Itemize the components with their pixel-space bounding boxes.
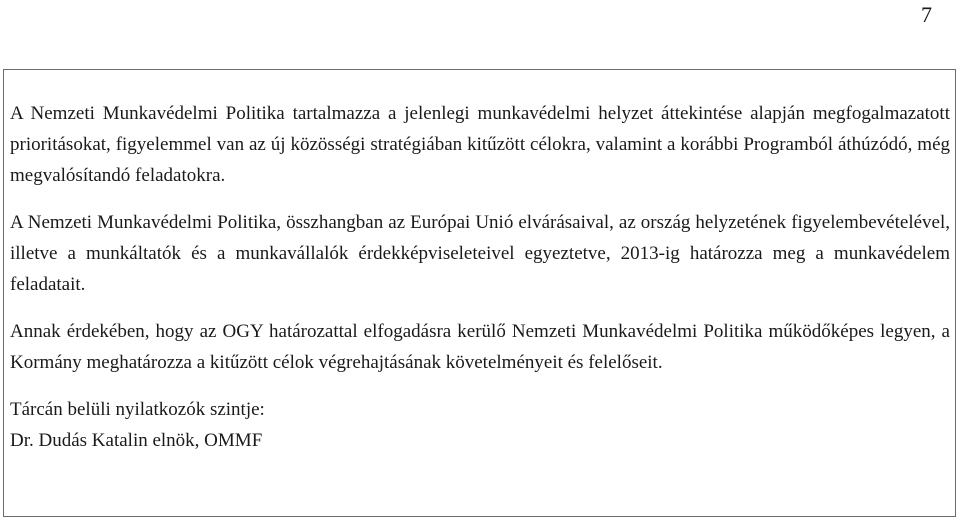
paragraph-government-responsibility: Annak érdekében, hogy az OGY határozattal elfogadásra kerülő Nemzeti Munkavédelmi Politika működőképes legyen, a Kormány meghatározza a kitűzött célok végrehajtásának követelményeit és felelőseit.	[10, 321, 950, 373]
text-box	[3, 69, 956, 517]
paragraph-policy-content: A Nemzeti Munkavédelmi Politika tartalmazza a jelenlegi munkavédelmi helyzet áttekintése alapján megfogalmazatott prioritásokat, figyelemmel van az új közösségi stratégiában kitűzött célokra, valamint a korábbi Programból áthúzódó, még megvalósítandó feladatokra.	[10, 103, 950, 186]
signature-name: Dr. Dudás Katalin elnök, OMMF	[10, 430, 263, 451]
page-number: 7	[921, 2, 932, 27]
paragraph-policy-alignment: A Nemzeti Munkavédelmi Politika, összhangban az Európai Unió elvárásaival, az ország helyzetének figyelembevételével, illetve a munkáltatók és a munkavállalók érdekképviseleteivel egyeztetve, 2013-ig határozza meg a munkavédelem feladatait.	[10, 212, 950, 295]
signature-label: Tárcán belüli nyilatkozók szintje:	[10, 399, 265, 420]
